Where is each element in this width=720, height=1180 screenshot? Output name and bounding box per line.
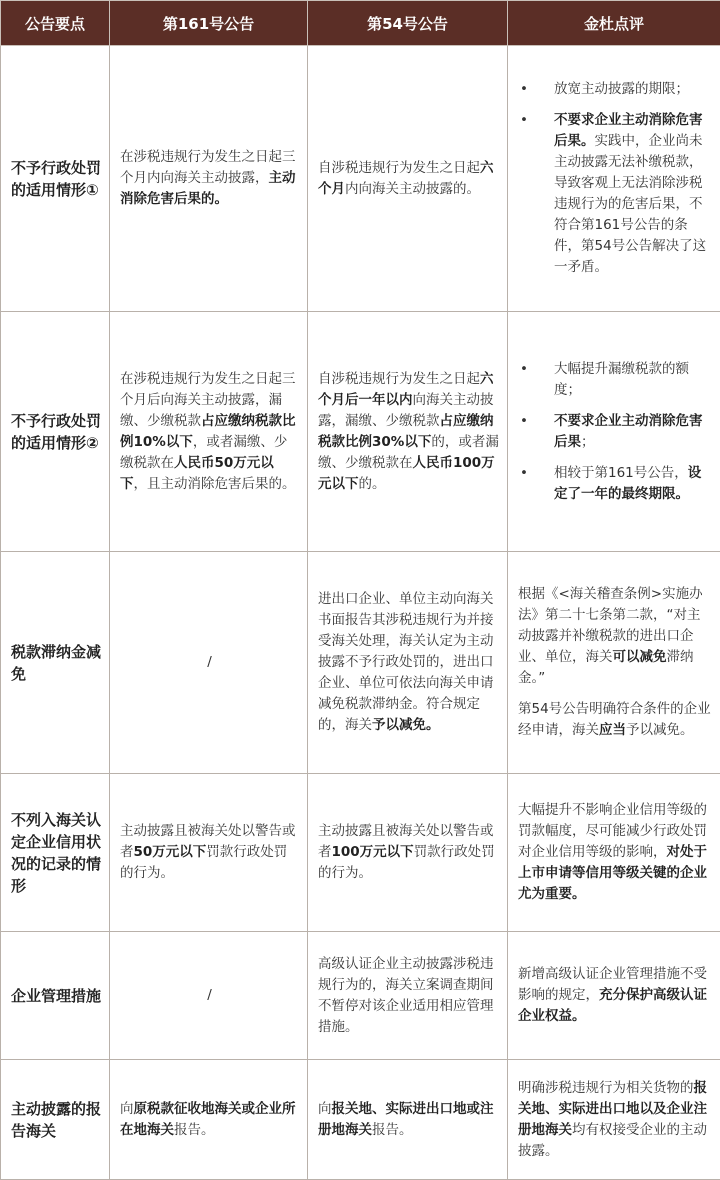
text: 大幅提升不影响企业信用等级的罚款幅度，尽可能减少行政处罚对企业信用等级的影响， (518, 802, 707, 860)
text: 在涉税违规行为发生之日起三个月内向海关主动披露， (120, 149, 296, 186)
text: 在涉税违规行为发生之日起三个月后向海关主动披露，漏缴、少缴税款 (120, 371, 296, 429)
text: 相较于第161号公告， (554, 465, 688, 481)
text: 的，或者漏缴、少缴税款在 (318, 434, 499, 471)
header-announcement-54: 第54号公告 (308, 1, 508, 46)
cell-announcement-161 (110, 774, 308, 932)
comment-paragraph (518, 800, 712, 905)
comment-bullet-item (518, 110, 712, 278)
bold-text: 可以减免 (613, 649, 667, 665)
text: 根据《<海关稽查条例>实施办法》第二十七条第二款，“对主动披露并补缴税款的进出口企业、单位，海关 (518, 586, 703, 665)
row-key-point: 不予行政处罚的适用情形② (1, 312, 110, 552)
cell-announcement-161 (110, 46, 308, 312)
comment-paragraph (518, 964, 712, 1027)
comment-bullet-list (518, 359, 712, 505)
text: 的。 (359, 476, 386, 492)
table-row (1, 46, 720, 312)
cell-kwm-comment (508, 1060, 720, 1180)
bold-text: 原税款征收地海关或企业所在地海关 (120, 1101, 296, 1138)
header-announcement-161: 第161号公告 (110, 1, 308, 46)
bold-text: 人民币100万元以下 (318, 455, 495, 492)
table-row (1, 312, 720, 552)
cell-announcement-54 (308, 932, 508, 1060)
text: ； (581, 434, 595, 450)
text: 新增高级认证企业管理措施不受影响的规定， (518, 966, 707, 1003)
text: 实践中，企业尚未主动披露无法补缴税款，导致客观上无法消除涉税违规行为的危害后果，不符合第161号公告的条件，第54号公告解决了这一矛盾。 (554, 133, 706, 275)
bold-text: 对处于上市申请等信用等级关键的企业尤为重要。 (518, 844, 707, 902)
cell-kwm-comment (508, 46, 720, 312)
text: 高级认证企业主动披露涉税违规行为的，海关立案调查期间不暂停对该企业适用相应管理措施。 (318, 956, 494, 1035)
bold-text: 应当 (599, 722, 626, 738)
comment-paragraph (518, 584, 712, 689)
row-key-point: 不列入海关认定企业信用状况的记录的情形 (1, 774, 110, 932)
cell-announcement-161 (110, 312, 308, 552)
bold-text: 占应缴纳税款比例30%以下 (318, 413, 494, 450)
text: ，或者漏缴、少缴税款在 (120, 434, 287, 471)
bold-text: 不要求企业主动消除危害后果。 (554, 112, 703, 149)
bold-text: 占应缴纳税款比例10%以下 (120, 413, 296, 450)
row-key-point: 企业管理措施 (1, 932, 110, 1060)
text: 自涉税违规行为发生之日起 (318, 371, 480, 387)
text: 主动披露且被海关处以警告或者 (318, 823, 494, 860)
text: 进出口企业、单位主动向海关书面报告其涉税违规行为并接受海关处理，海关认定为主动披露不予行政处罚的，进出口企业、单位可依法向海关申请减免税款滞纳金。符合规定的，海关 (318, 591, 494, 733)
row-key-point: 不予行政处罚的适用情形① (1, 46, 110, 312)
bold-text: 设定了一年的最终期限。 (554, 465, 701, 502)
cell-kwm-comment (508, 552, 720, 774)
cell-announcement-161: / (110, 552, 308, 774)
text: 均有权接受企业的主动披露。 (518, 1122, 707, 1159)
text: 主动披露且被海关处以警告或者 (120, 823, 296, 860)
cell-announcement-54 (308, 552, 508, 774)
cell-announcement-161 (110, 1060, 308, 1180)
text: 明确涉税违规行为相关货物的 (518, 1080, 694, 1096)
header-row (1, 1, 720, 46)
table-row (1, 932, 720, 1060)
bold-text: 主动消除危害后果的。 (120, 170, 296, 207)
cell-kwm-comment (508, 774, 720, 932)
table-row (1, 552, 720, 774)
bold-text: 不要求企业主动消除危害后果 (554, 413, 703, 450)
text: 罚款行政处罚的行为。 (318, 844, 495, 881)
cell-announcement-54 (308, 46, 508, 312)
comment-paragraph (518, 1078, 712, 1162)
table-row (1, 1060, 720, 1180)
text: 报告。 (372, 1122, 413, 1138)
bold-text: 六个月后一年以内 (318, 371, 494, 408)
comment-bullet-item (518, 79, 712, 100)
text: 向 (318, 1101, 332, 1117)
bold-text: 50万元以下 (134, 844, 207, 860)
cell-announcement-54 (308, 1060, 508, 1180)
text: 予以减免。 (626, 722, 694, 738)
text: ，且主动消除危害后果的。 (134, 476, 296, 492)
cell-kwm-comment (508, 312, 720, 552)
bold-text: 报关地、实际进出口地以及企业注册地海关 (518, 1080, 707, 1138)
table-row (1, 774, 720, 932)
cell-announcement-161: / (110, 932, 308, 1060)
bold-text: 100万元以下 (332, 844, 414, 860)
text: 自涉税违规行为发生之日起 (318, 160, 480, 176)
header-kwm-comment: 金杜点评 (508, 1, 720, 46)
text: 罚款行政处罚的行为。 (120, 844, 287, 881)
comment-paragraph (518, 699, 712, 741)
row-key-point: 主动披露的报告海关 (1, 1060, 110, 1180)
comment-bullet-list (518, 79, 712, 278)
text: 滞纳金。” (518, 649, 694, 686)
text: 向 (120, 1101, 134, 1117)
bold-text: 人民币50万元以下 (120, 455, 274, 492)
text: 向海关主动披露，漏缴、少缴税款 (318, 392, 494, 429)
bold-text: 充分保护高级认证企业权益。 (518, 987, 707, 1024)
text: 大幅提升漏缴税款的额度； (554, 361, 689, 398)
bold-text: 予以减免。 (372, 717, 440, 733)
row-key-point: 税款滞纳金减免 (1, 552, 110, 774)
text: 内向海关主动披露的。 (345, 181, 480, 197)
comment-bullet-item (518, 463, 712, 505)
cell-announcement-54 (308, 312, 508, 552)
bold-text: 报关地、实际进出口地或注册地海关 (318, 1101, 494, 1138)
cell-kwm-comment (508, 932, 720, 1060)
comment-bullet-item (518, 359, 712, 401)
text: 放宽主动披露的期限； (554, 81, 689, 97)
bold-text: 六个月 (318, 160, 494, 197)
header-key-points: 公告要点 (1, 1, 110, 46)
comment-bullet-item (518, 411, 712, 453)
text: 报告。 (174, 1122, 215, 1138)
text: 第54号公告明确符合条件的企业经申请，海关 (518, 701, 711, 738)
cell-announcement-54 (308, 774, 508, 932)
